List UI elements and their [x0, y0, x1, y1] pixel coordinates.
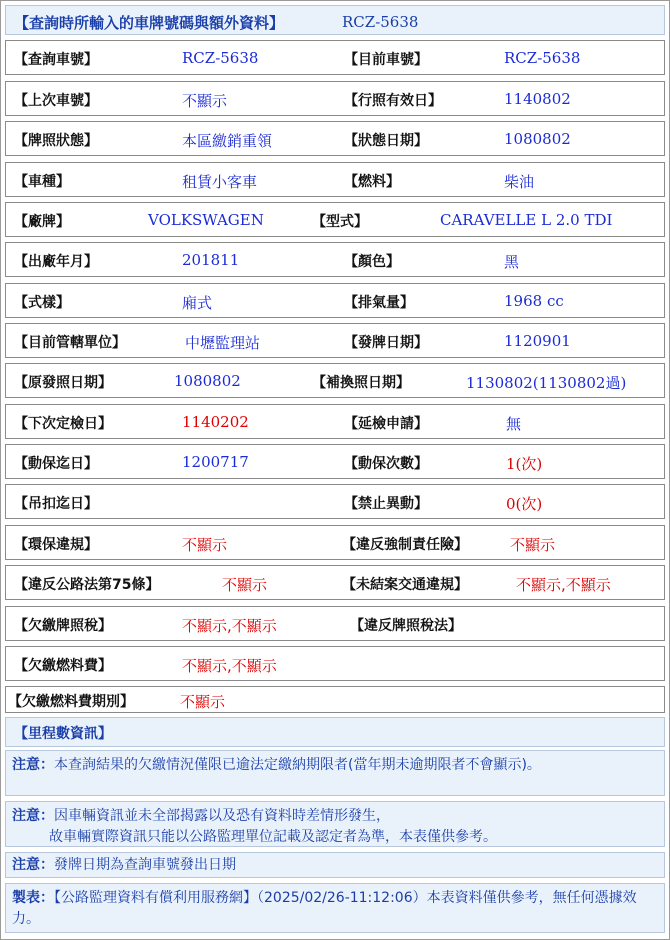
note-disclaimer-label: 注意：: [12, 808, 54, 824]
value-transfer-ban: 0(次): [506, 495, 543, 513]
label-unsettled-violations: 【未結案交通違規】: [342, 577, 468, 593]
row-vehicle-type: [5, 162, 665, 197]
row-suspension: [5, 484, 665, 519]
label-unpaid-fuel-fee: 【欠繳燃料費】: [14, 658, 112, 674]
row-next-inspection: [5, 404, 665, 439]
value-issue-date: 1120901: [504, 332, 571, 350]
value-jurisdiction: 中壢監理站: [185, 334, 261, 352]
value-unsettled-violations: 不顯示,不顯示: [516, 576, 611, 594]
label-inspection-extension: 【延檢申請】: [344, 416, 428, 432]
label-jurisdiction: 【目前管轄單位】: [14, 335, 126, 351]
mileage-section-title: 【里程數資訊】: [14, 726, 112, 742]
note-disclaimer-line1: 因車輛資訊並未全部揭露以及恐有資料時差情形發生，: [54, 808, 390, 824]
row-previous-plate: [5, 81, 665, 116]
value-reissue-date: 1130802(1130802過): [466, 374, 627, 392]
label-insurance-violation: 【違反強制責任險】: [342, 537, 468, 553]
label-fuel: 【燃料】: [344, 174, 400, 190]
value-insurance-violation: 不顯示: [510, 536, 556, 554]
value-query-plate: RCZ-5638: [182, 49, 259, 67]
label-license-tax-violation: 【違反牌照稅法】: [350, 618, 462, 634]
label-environmental-violation: 【環保違規】: [14, 537, 98, 553]
note-disclaimer-line2: 故車輛實際資訊只能以公路監理單位記載及認定者為準，本表僅供參考。: [49, 829, 497, 845]
label-color: 【顏色】: [344, 254, 400, 270]
value-displacement: 1968 cc: [504, 292, 564, 310]
value-plate-status: 本區繳銷重領: [182, 132, 273, 150]
mileage-section: [5, 717, 665, 747]
row-plate-status: [5, 121, 665, 156]
value-environmental-violation: 不顯示: [182, 536, 228, 554]
row-license-tax: [5, 606, 665, 641]
row-query-plate: [5, 40, 665, 75]
query-header: [5, 5, 665, 35]
note-generated-text: 【公路監理資料有償利用服務網】（2025/02/26-11:12:06）本表資料僅供參考，無任何憑據效力。: [12, 890, 637, 927]
value-license-valid-date: 1140802: [504, 90, 571, 108]
label-body-style: 【式樣】: [14, 295, 70, 311]
value-fuel: 柴油: [504, 173, 535, 191]
note-overdue: [5, 750, 665, 796]
value-model: CARAVELLE L 2.0 TDI: [440, 211, 613, 229]
note-overdue-label: 注意：: [12, 757, 54, 773]
note-generated: [5, 883, 665, 933]
label-suspension-end: 【吊扣迄日】: [14, 496, 98, 512]
row-body-style: [5, 283, 665, 318]
label-status-date: 【狀態日期】: [344, 133, 428, 149]
value-manufacture-date: 201811: [182, 251, 240, 269]
value-vehicle-type: 租賃小客車: [182, 173, 258, 191]
note-issue-date-text: 發牌日期為查詢車號發出日期: [54, 857, 236, 873]
label-issue-date: 【發牌日期】: [344, 335, 428, 351]
row-fuel-fee: [5, 646, 665, 681]
row-fuel-fee-period: [5, 686, 665, 713]
value-highway-law-75: 不顯示: [222, 576, 268, 594]
value-inspection-extension: 無: [506, 415, 522, 433]
query-header-plate: RCZ-5638: [342, 13, 419, 31]
label-brand: 【廠牌】: [14, 214, 70, 230]
row-environmental: [5, 525, 665, 560]
query-header-title: 【查詢時所輸入的車牌號碼與額外資料】: [14, 14, 285, 32]
label-license-valid-date: 【行照有效日】: [344, 93, 442, 109]
note-disclaimer: [5, 801, 665, 847]
value-color: 黑: [504, 253, 520, 271]
value-previous-plate: 不顯示: [182, 92, 228, 110]
value-body-style: 廂式: [182, 294, 213, 312]
label-fuel-fee-period: 【欠繳燃料費期別】: [8, 694, 134, 710]
label-reissue-date: 【補換照日期】: [312, 375, 410, 391]
label-query-plate: 【查詢車號】: [14, 52, 98, 68]
label-displacement: 【排氣量】: [344, 295, 414, 311]
note-generated-label: 製表：: [12, 890, 54, 906]
row-highway-law: [5, 565, 665, 600]
row-manufacture-date: [5, 242, 665, 277]
value-fuel-fee-period: 不顯示: [180, 693, 226, 711]
value-chattel-mortgage-end: 1200717: [182, 453, 249, 471]
row-chattel-mortgage: [5, 444, 665, 479]
label-highway-law-75: 【違反公路法第75條】: [14, 577, 160, 593]
value-unpaid-fuel-fee: 不顯示,不顯示: [182, 657, 277, 675]
label-current-plate: 【目前車號】: [344, 52, 428, 68]
row-brand: [5, 202, 665, 237]
label-model: 【型式】: [312, 214, 368, 230]
label-chattel-mortgage-count: 【動保次數】: [344, 456, 428, 472]
row-jurisdiction: [5, 323, 665, 358]
label-plate-status: 【牌照狀態】: [14, 133, 98, 149]
label-transfer-ban: 【禁止異動】: [344, 496, 428, 512]
note-overdue-text: 本查詢結果的欠繳情況僅限已逾法定繳納期限者(當年期未逾期限者不會顯示)。: [54, 757, 541, 773]
value-chattel-mortgage-count: 1(次): [506, 455, 543, 473]
label-original-issue-date: 【原發照日期】: [14, 375, 112, 391]
label-manufacture-date: 【出廠年月】: [14, 254, 98, 270]
value-unpaid-license-tax: 不顯示,不顯示: [182, 617, 277, 635]
label-chattel-mortgage-end: 【動保迄日】: [14, 456, 98, 472]
value-original-issue-date: 1080802: [174, 372, 241, 390]
row-original-issue-date: [5, 363, 665, 398]
value-current-plate: RCZ-5638: [504, 49, 581, 67]
value-status-date: 1080802: [504, 130, 571, 148]
value-next-inspection: 1140202: [182, 413, 249, 431]
label-vehicle-type: 【車種】: [14, 174, 70, 190]
value-brand: VOLKSWAGEN: [148, 211, 264, 229]
label-previous-plate: 【上次車號】: [14, 93, 98, 109]
note-issue-date-label: 注意：: [12, 857, 54, 873]
label-next-inspection: 【下次定檢日】: [14, 416, 112, 432]
label-unpaid-license-tax: 【欠繳牌照稅】: [14, 618, 112, 634]
note-issue-date: [5, 852, 665, 878]
